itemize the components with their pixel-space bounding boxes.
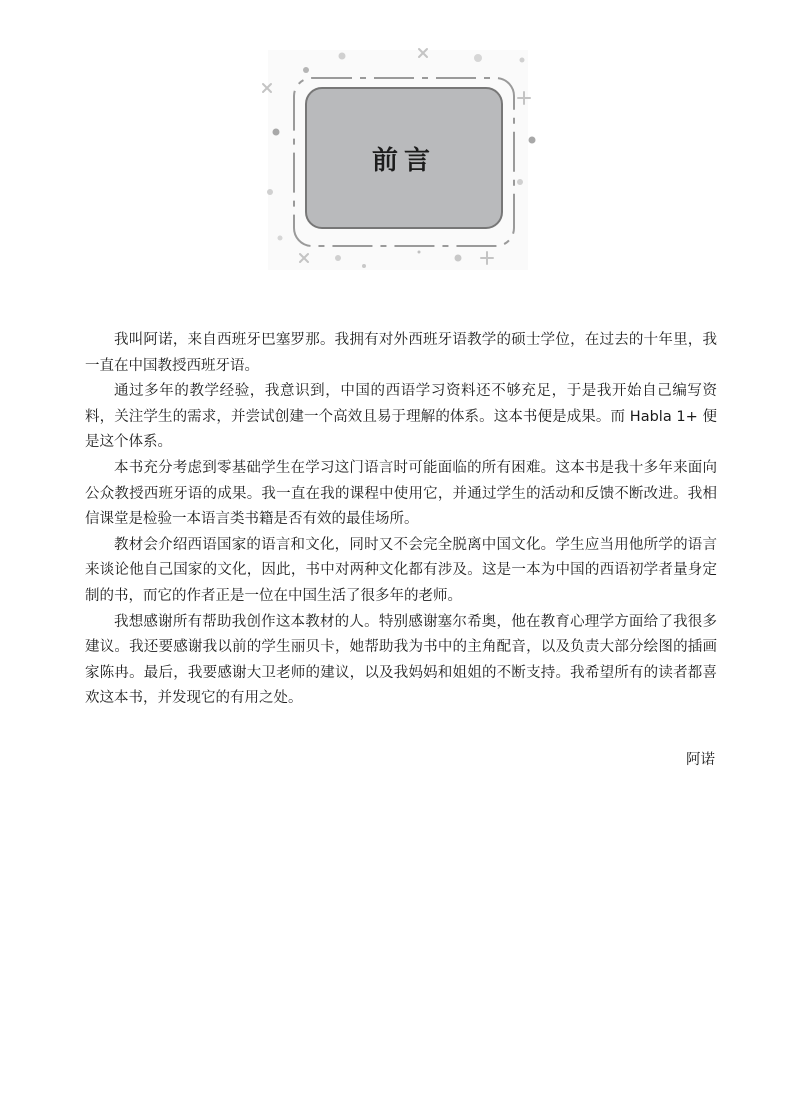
paragraph: 我想感谢所有帮助我创作这本教材的人。特别感谢塞尔希奥，他在教育心理学方面给了我很多建议。我还要感谢我以前的学生丽贝卡，她帮助我为书中的主角配音，以及负责大部分绘图的插画家陈冉。最后，我要感谢大卫老师的建议，以及我妈妈和姐姐的不断支持。我希望所有的读者都喜欢这本书，并发现它的有用之处。 (85, 613, 717, 707)
author-signature: 阿诺 (686, 752, 715, 768)
paragraph: 通过多年的教学经验，我意识到，中国的西语学习资料还不够充足，于是我开始自己编写资料，关注学生的需求，并尝试创建一个高效且易于理解的体系。这本书便是成果。而 Habla 1+ 便是这个体系。 (85, 383, 717, 451)
dot-icon (520, 58, 525, 63)
dot-icon (267, 189, 273, 195)
paragraph: 我叫阿诺，来自西班牙巴塞罗那。我拥有对外西班牙语教学的硕士学位，在过去的十年里，我一直在中国教授西班牙语。 (85, 332, 717, 374)
dot-icon (273, 129, 280, 136)
dot-icon (455, 255, 462, 262)
dot-icon (362, 264, 366, 268)
dot-icon (529, 137, 536, 144)
preface-body (85, 328, 717, 712)
dot-icon (339, 53, 346, 60)
page-title: 前言 (371, 145, 436, 176)
dot-icon (303, 67, 309, 73)
dot-icon (278, 236, 283, 241)
dot-icon (517, 179, 523, 185)
dot-icon (474, 54, 482, 62)
dot-icon (418, 251, 421, 254)
paragraph: 本书充分考虑到零基础学生在学习这门语言时可能面临的所有困难。这本书是我十多年来面向公众教授西班牙语的成果。我一直在我的课程中使用它，并通过学生的活动和反馈不断改进。我相信课堂是检验一本语言类书籍是否有效的最佳场所。 (85, 459, 717, 528)
dot-icon (335, 255, 341, 261)
preface-title-graphic (258, 44, 538, 274)
paragraph: 教材会介绍西语国家的语言和文化，同时又不会完全脱离中国文化。学生应当用他所学的语言来谈论他自己国家的文化，因此，书中对两种文化都有涉及。这是一本为中国的西语初学者量身定制的书，而它的作者正是一位在中国生活了很多年的老师。 (85, 536, 717, 604)
